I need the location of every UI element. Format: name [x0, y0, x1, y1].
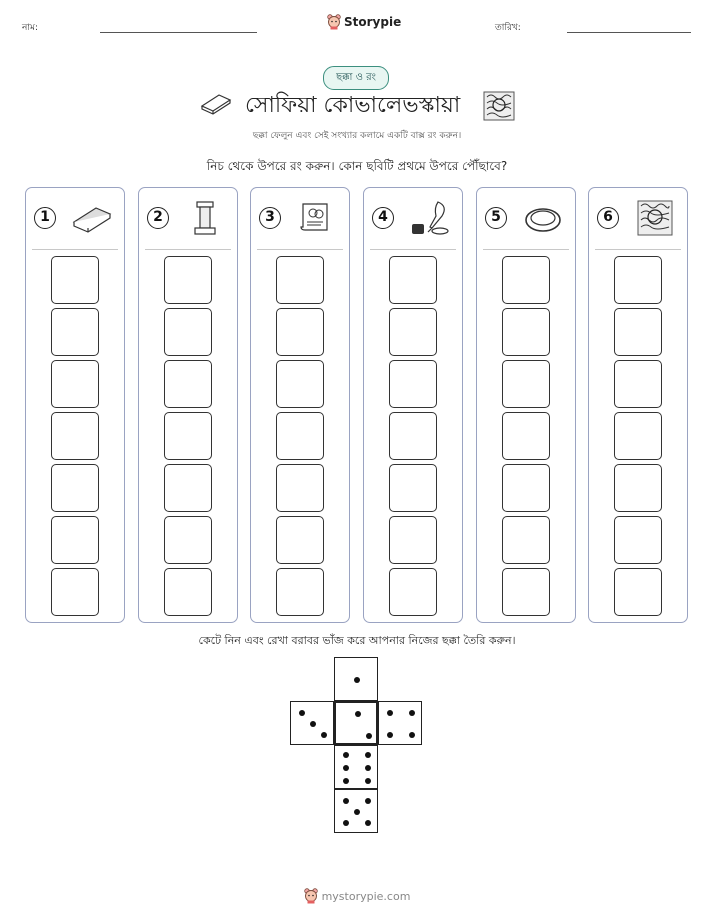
column-number: 3	[259, 207, 281, 229]
color-box[interactable]	[614, 568, 662, 616]
pip	[343, 765, 349, 771]
dice-face-4	[378, 701, 422, 745]
pip	[387, 710, 393, 716]
column-divider	[145, 249, 231, 250]
cut-instruction: কেটে নিন এবং রেখা বরাবর ভাঁজ করে আপনার নিজের ছক্কা তৈরি করুন।	[198, 634, 516, 647]
question: নিচ থেকে উপরে রং করুন। কোন ছবিটি প্রথমে উপরে পৌঁছাবে?	[206, 159, 508, 173]
name-line	[100, 32, 257, 33]
column-4	[363, 187, 463, 623]
pip	[365, 778, 371, 784]
pip	[354, 677, 360, 683]
dice-face-center	[334, 701, 378, 745]
color-box[interactable]	[502, 412, 550, 460]
color-box[interactable]	[51, 412, 99, 460]
portrait-icon	[633, 200, 677, 236]
bear-logo-icon	[304, 888, 318, 904]
color-box[interactable]	[614, 256, 662, 304]
pip	[387, 732, 393, 738]
color-box[interactable]	[51, 308, 99, 356]
column-number: 2	[147, 207, 169, 229]
footer-url[interactable]: mystorypie.com	[321, 889, 411, 903]
name-label: নাম:	[22, 23, 39, 33]
column-2	[138, 187, 238, 623]
dice-face-6	[334, 745, 378, 789]
column-divider	[483, 249, 569, 250]
pip	[355, 711, 361, 717]
color-box[interactable]	[164, 256, 212, 304]
pip	[409, 732, 415, 738]
color-box[interactable]	[614, 308, 662, 356]
color-box[interactable]	[51, 464, 99, 512]
column-divider	[595, 249, 681, 250]
page-title: সোফিয়া কোভালেভস্কায়া	[245, 93, 461, 118]
color-box[interactable]	[389, 360, 437, 408]
color-box[interactable]	[276, 360, 324, 408]
column-1	[25, 187, 125, 623]
color-box[interactable]	[164, 412, 212, 460]
column-3	[250, 187, 350, 623]
color-box[interactable]	[276, 516, 324, 564]
pip	[343, 752, 349, 758]
pip	[409, 710, 415, 716]
column-divider	[257, 249, 343, 250]
pip	[365, 798, 371, 804]
quill-inkwell-icon	[408, 200, 452, 236]
ring-icon	[521, 200, 565, 236]
color-box[interactable]	[502, 568, 550, 616]
pip	[343, 798, 349, 804]
date-line	[567, 32, 691, 33]
pip	[366, 733, 372, 739]
color-box[interactable]	[164, 360, 212, 408]
column-6	[588, 187, 688, 623]
pip	[354, 809, 360, 815]
pip	[365, 752, 371, 758]
scroll-icon	[295, 200, 339, 236]
column-divider	[370, 249, 456, 250]
color-box[interactable]	[164, 308, 212, 356]
game-badge: ছক্কা ও রং	[323, 66, 389, 90]
color-box[interactable]	[389, 308, 437, 356]
color-box[interactable]	[389, 412, 437, 460]
bear-logo-icon	[327, 14, 341, 30]
color-box[interactable]	[164, 516, 212, 564]
column-number: 1	[34, 207, 56, 229]
column-number: 4	[372, 207, 394, 229]
color-box[interactable]	[502, 464, 550, 512]
pip	[365, 820, 371, 826]
pip	[343, 778, 349, 784]
color-box[interactable]	[389, 516, 437, 564]
color-box[interactable]	[614, 360, 662, 408]
color-box[interactable]	[502, 256, 550, 304]
color-box[interactable]	[51, 360, 99, 408]
color-box[interactable]	[614, 412, 662, 460]
color-box[interactable]	[502, 308, 550, 356]
color-box[interactable]	[51, 516, 99, 564]
color-box[interactable]	[164, 464, 212, 512]
book-icon	[199, 91, 233, 115]
color-box[interactable]	[51, 256, 99, 304]
column-number: 5	[485, 207, 507, 229]
pip	[299, 710, 305, 716]
dice-face-1	[334, 657, 378, 701]
color-box[interactable]	[502, 360, 550, 408]
color-box[interactable]	[164, 568, 212, 616]
pip	[365, 765, 371, 771]
brand-name: Storypie	[344, 15, 402, 29]
dice-face-5	[334, 789, 378, 833]
color-box[interactable]	[389, 568, 437, 616]
pip	[343, 820, 349, 826]
color-box[interactable]	[389, 256, 437, 304]
pip	[310, 721, 316, 727]
color-box[interactable]	[502, 516, 550, 564]
color-box[interactable]	[614, 516, 662, 564]
brand-logo	[327, 14, 401, 30]
pip	[321, 732, 327, 738]
footer	[0, 888, 714, 904]
color-box[interactable]	[276, 568, 324, 616]
color-box[interactable]	[276, 412, 324, 460]
subtitle: ছক্কা ফেলুন এবং সেই সংখ্যার কলামে একটি বাক্স রং করুন।	[252, 131, 462, 141]
portrait-icon	[483, 91, 515, 121]
color-box[interactable]	[276, 256, 324, 304]
column-5	[476, 187, 576, 623]
column-number: 6	[597, 207, 619, 229]
color-box[interactable]	[276, 464, 324, 512]
color-box[interactable]	[51, 568, 99, 616]
pedestal-icon	[183, 200, 227, 236]
column-divider	[32, 249, 118, 250]
date-label: তারিখ:	[495, 23, 521, 33]
book-icon	[70, 200, 114, 236]
dice-face-3	[290, 701, 334, 745]
color-box[interactable]	[276, 308, 324, 356]
color-box[interactable]	[389, 464, 437, 512]
color-box[interactable]	[614, 464, 662, 512]
